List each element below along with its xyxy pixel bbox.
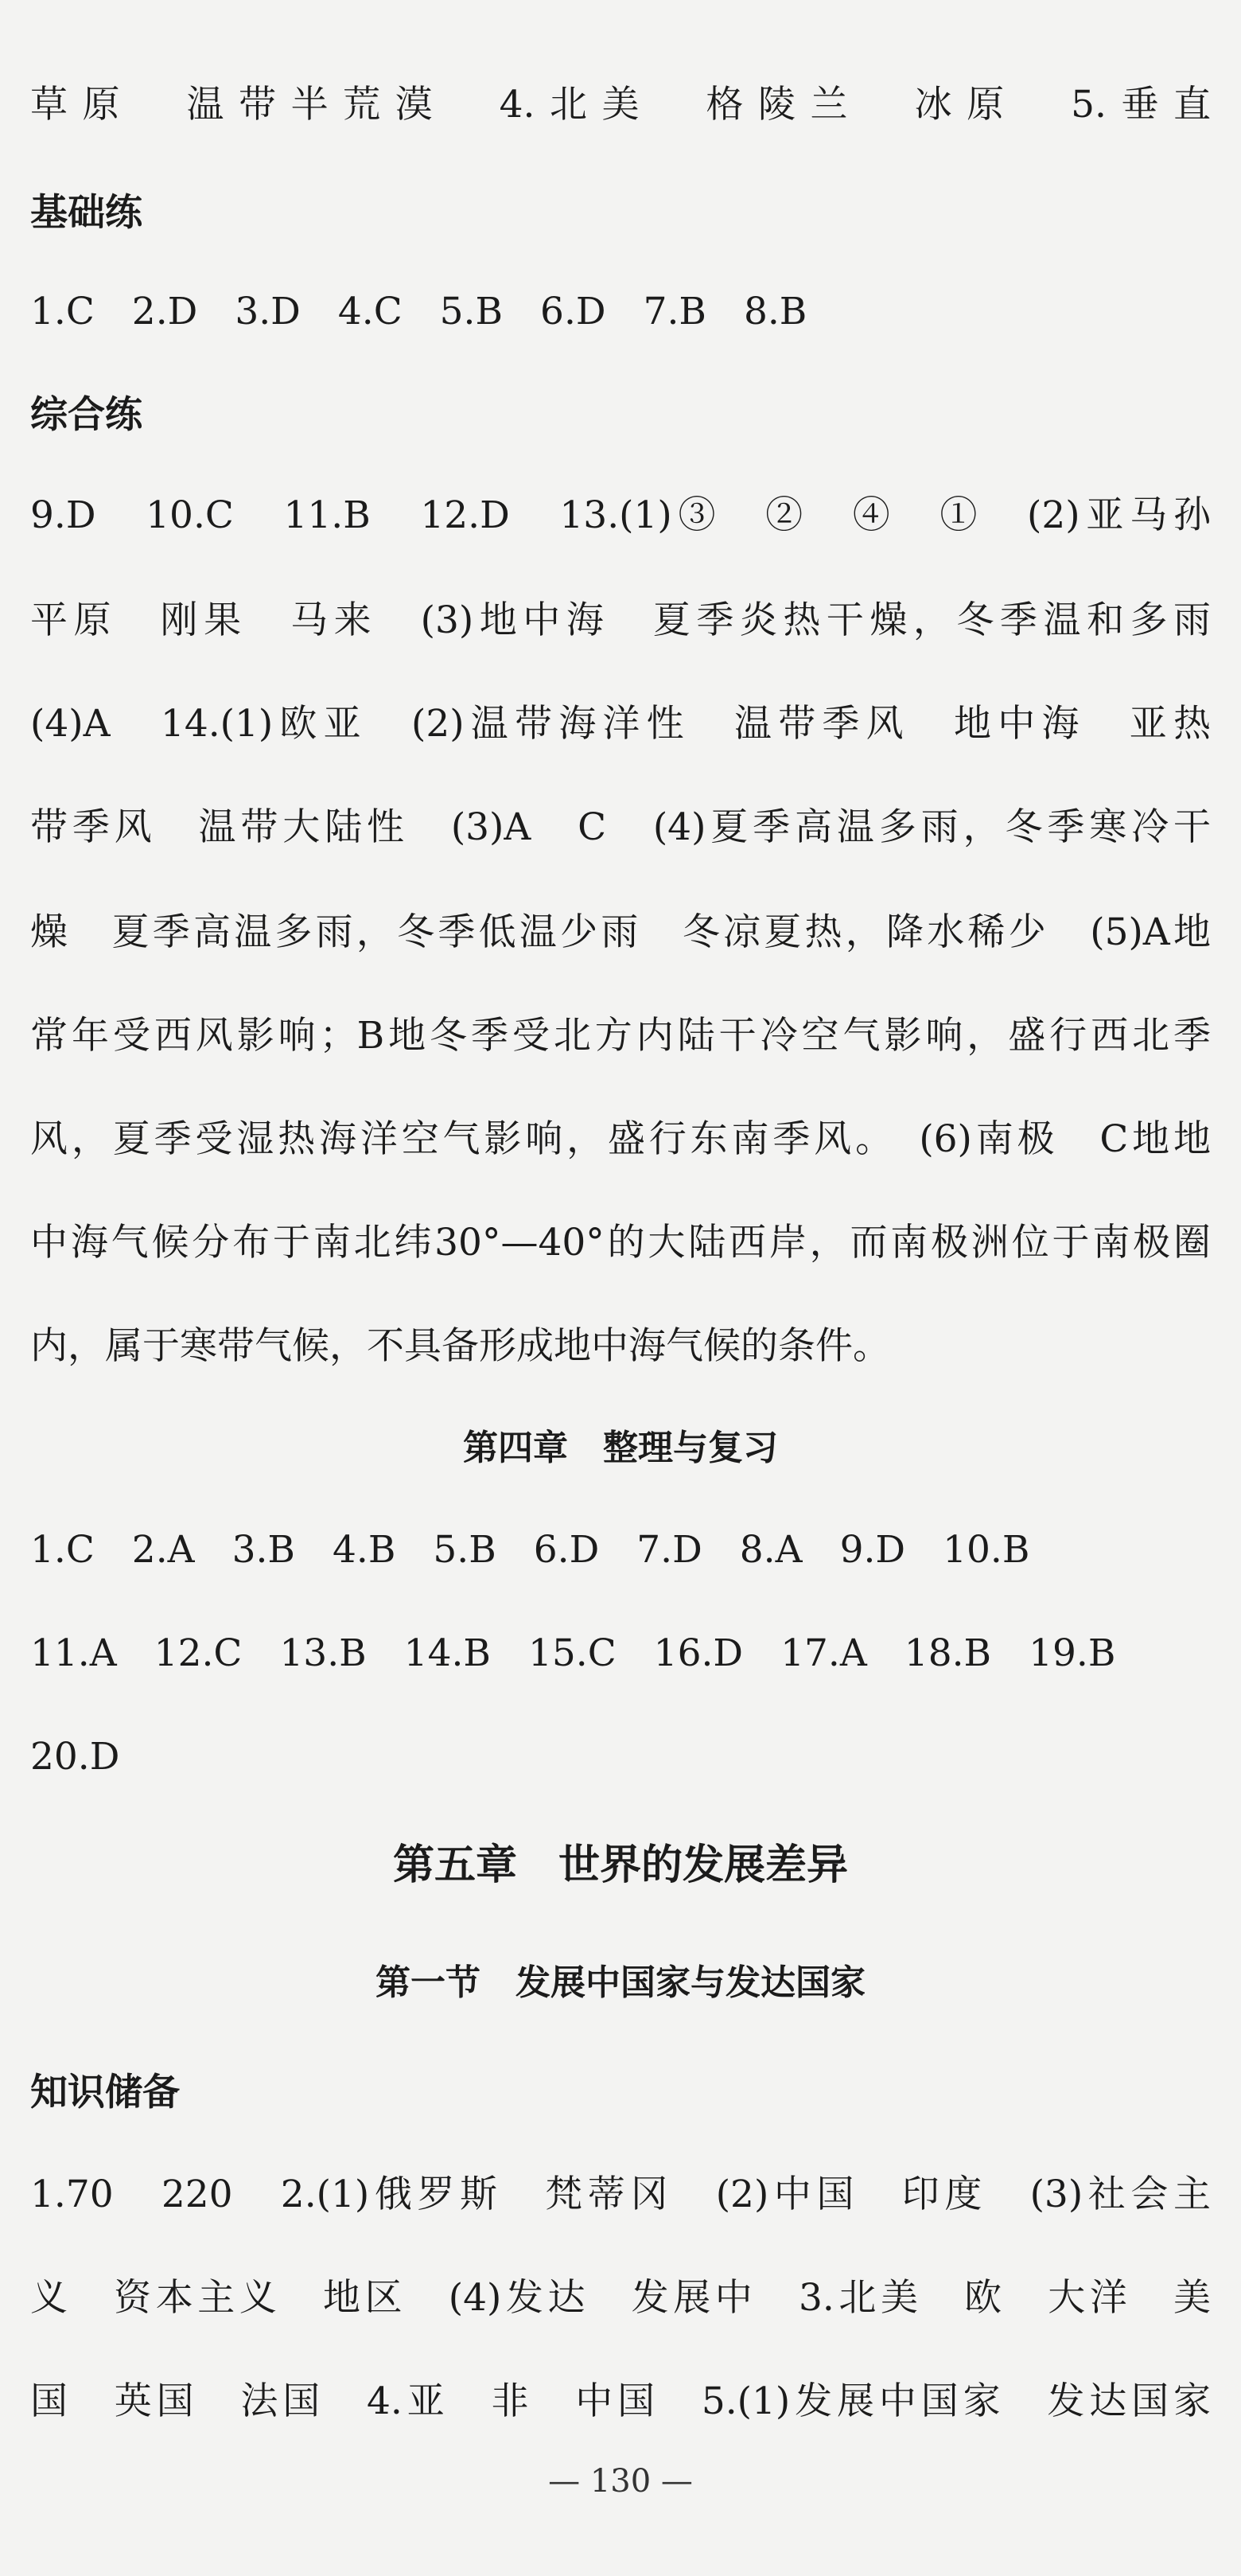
page-number: — 130 — [548,2463,693,2500]
answer-line-basic: 1.C 2.D 3.D 4.C 5.B 6.D 7.B 8.B [30,290,807,333]
heading-knowledge-prep: 知识储备 [30,2071,180,2114]
answer-line-1: 草原 温带半荒漠 4.北美 格陵兰 冰原 5.垂直 [30,83,1211,127]
heading-comprehensive-practice: 综合练 [30,393,142,437]
answer-line-14-cont-4: 风，夏季受湿热海洋空气影响，盛行东南季风。 (6)南极 C地地 [30,1117,1211,1161]
heading-basic-practice: 基础练 [30,191,142,235]
answer-line-14-cont-2: 燥 夏季高温多雨，冬季低温少雨 冬凉夏热，降水稀少 (5)A地 [30,910,1211,954]
answer-line-k2: 义 资本主义 地区 (4)发达 发展中 3.北美 欧 大洋 美 [30,2276,1211,2320]
answer-line-14-cont-6: 内，属于寒带气候，不具备形成地中海气候的条件。 [30,1324,890,1368]
answer-line-ch4-3: 20.D [30,1735,120,1779]
answer-line-ch4-1: 1.C 2.A 3.B 4.B 5.B 6.D 7.D 8.A 9.D 10.B [30,1528,1030,1572]
answer-line-ch4-2: 11.A 12.C 13.B 14.B 15.C 16.D 17.A 18.B 19.B [30,1631,1116,1675]
answer-line-k1: 1.70 220 2.(1)俄罗斯 梵蒂冈 (2)中国 印度 (3)社会主 [30,2173,1211,2216]
chapter5-title: 第五章 世界的发展差异 [392,1841,848,1889]
answer-line-14: (4)A 14.(1)欧亚 (2)温带海洋性 温带季风 地中海 亚热 [30,702,1211,746]
answer-line-13-cont: 平原 刚果 马来 (3)地中海 夏季炎热干燥，冬季温和多雨 [30,598,1211,642]
answer-line-14-cont-3: 常年受西风影响；B地冬季受北方内陆干冷空气影响，盛行西北季 [30,1014,1211,1058]
answer-line-14-cont-1: 带季风 温带大陆性 (3)A C (4)夏季高温多雨，冬季寒冷干 [30,805,1211,849]
heading-chapter4-review: 第四章 整理与复习 [463,1428,778,1468]
section1-title: 第一节 发展中国家与发达国家 [375,1962,866,2003]
answer-line-k3: 国 英国 法国 4.亚 非 中国 5.(1)发展中国家 发达国家 [30,2379,1211,2423]
answer-line-9-13: 9.D 10.C 11.B 12.D 13.(1)③ ② ④ ① (2)亚马孙 [30,493,1211,537]
answer-line-14-cont-5: 中海气候分布于南北纬30°—40°的大陆西岸，而南极洲位于南极圈 [30,1221,1211,1265]
